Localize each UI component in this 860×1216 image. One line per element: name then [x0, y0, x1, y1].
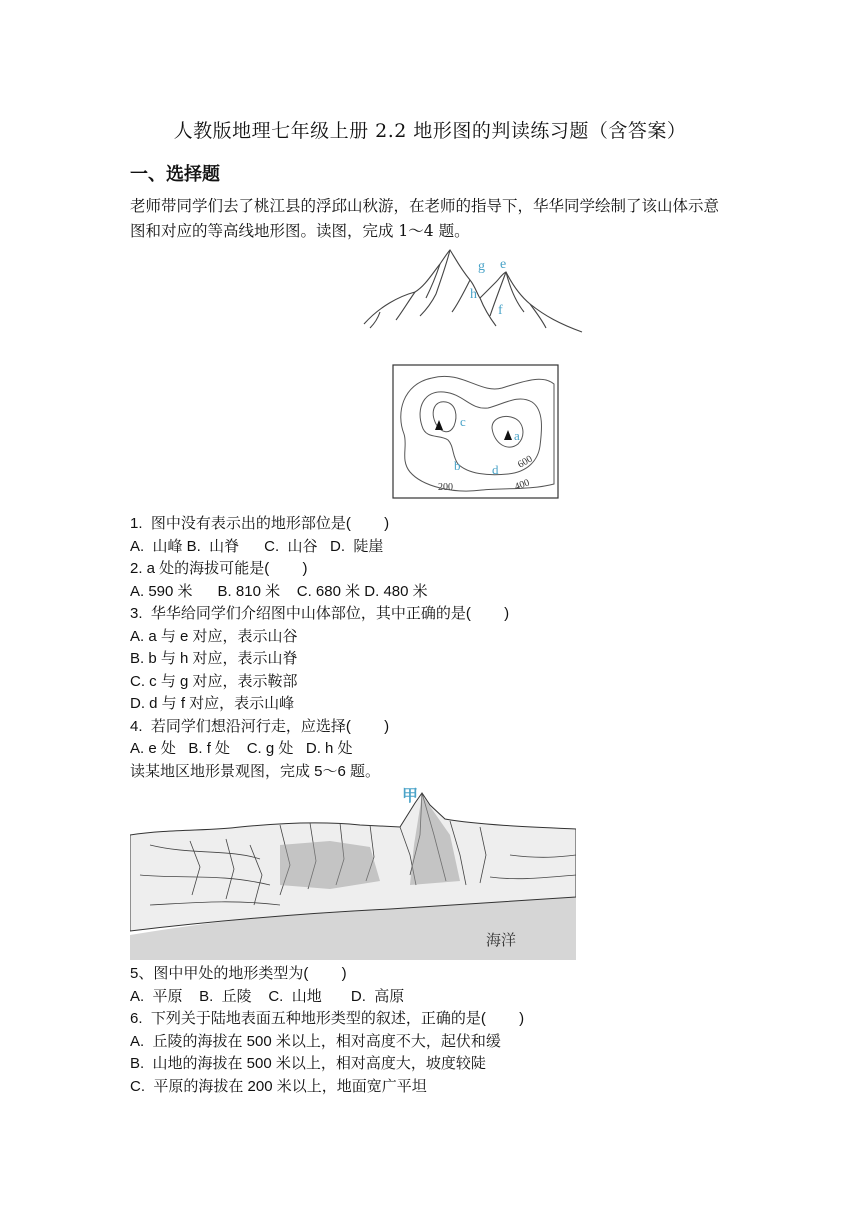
sketch-label-f: f	[498, 303, 503, 318]
question-4: 4. 若同学们想沿河行走，应选择( )	[130, 718, 390, 735]
question-6: 6. 下列关于陆地表面五种地形类型的叙述，正确的是( )	[130, 1010, 525, 1027]
mountain-sketch-figure	[360, 246, 585, 338]
contour-label-c: c	[460, 414, 466, 429]
contour-label-a: a	[514, 428, 520, 443]
question-4-options: A. e 处 B. f 处 C. g 处 D. h 处	[130, 740, 353, 757]
contour-map-figure	[392, 364, 560, 500]
question-2-options: A. 590 米 B. 810 米 C. 680 米 D. 480 米	[130, 583, 428, 600]
question-3-option-b: B. b 与 h 对应，表示山脊	[130, 650, 298, 667]
question-3-option-c: C. c 与 g 对应，表示鞍部	[130, 673, 298, 690]
document-title: 人教版地理七年级上册 2.2 地形图的判读练习题（含答案）	[173, 120, 687, 142]
landscape-label-jia: 甲	[402, 788, 419, 805]
question-3: 3. 华华给同学们介绍图中山体部位，其中正确的是( )	[130, 605, 510, 622]
section-heading: 一、选择题	[130, 164, 220, 185]
contour-value-400: 400	[513, 477, 532, 493]
question-6-option-b: B. 山地的海拔在 500 米以上，相对高度大，坡度较陡	[130, 1055, 486, 1072]
question-6-option-a: A. 丘陵的海拔在 500 米以上，相对高度不大，起伏和缓	[130, 1033, 501, 1050]
question-5: 5、图中甲处的地形类型为( )	[130, 965, 347, 982]
contour-label-b: b	[454, 458, 461, 473]
landscape-label-ocean: 海洋	[486, 933, 517, 949]
sketch-label-h: h	[470, 287, 477, 302]
question-6-option-c: C. 平原的海拔在 200 米以上，地面宽广平坦	[130, 1078, 427, 1095]
intro-paragraph-1: 老师带同学们去了桃江县的浮邱山秋游，在老师的指导下，华华同学绘制了该山体示意图和对应的等高线地形图。读图，完成 1～4 题。	[130, 197, 720, 240]
sketch-label-e: e	[500, 257, 507, 272]
question-1-options: A. 山峰 B. 山脊 C. 山谷 D. 陡崖	[130, 538, 384, 555]
contour-value-600: 600	[516, 453, 535, 471]
sketch-label-g: g	[478, 259, 485, 274]
contour-label-d: d	[492, 462, 499, 477]
landscape-figure	[130, 785, 576, 960]
intro-paragraph-2: 读某地区地形景观图，完成 5～6 题。	[130, 763, 381, 780]
question-3-option-a: A. a 与 e 对应，表示山谷	[130, 628, 298, 645]
question-1: 1. 图中没有表示出的地形部位是( )	[130, 515, 390, 532]
question-3-option-d: D. d 与 f 对应，表示山峰	[130, 695, 295, 712]
question-5-options: A. 平原 B. 丘陵 C. 山地 D. 高原	[130, 988, 405, 1005]
contour-value-200: 200	[438, 482, 453, 493]
question-2: 2. a 处的海拔可能是( )	[130, 560, 308, 577]
